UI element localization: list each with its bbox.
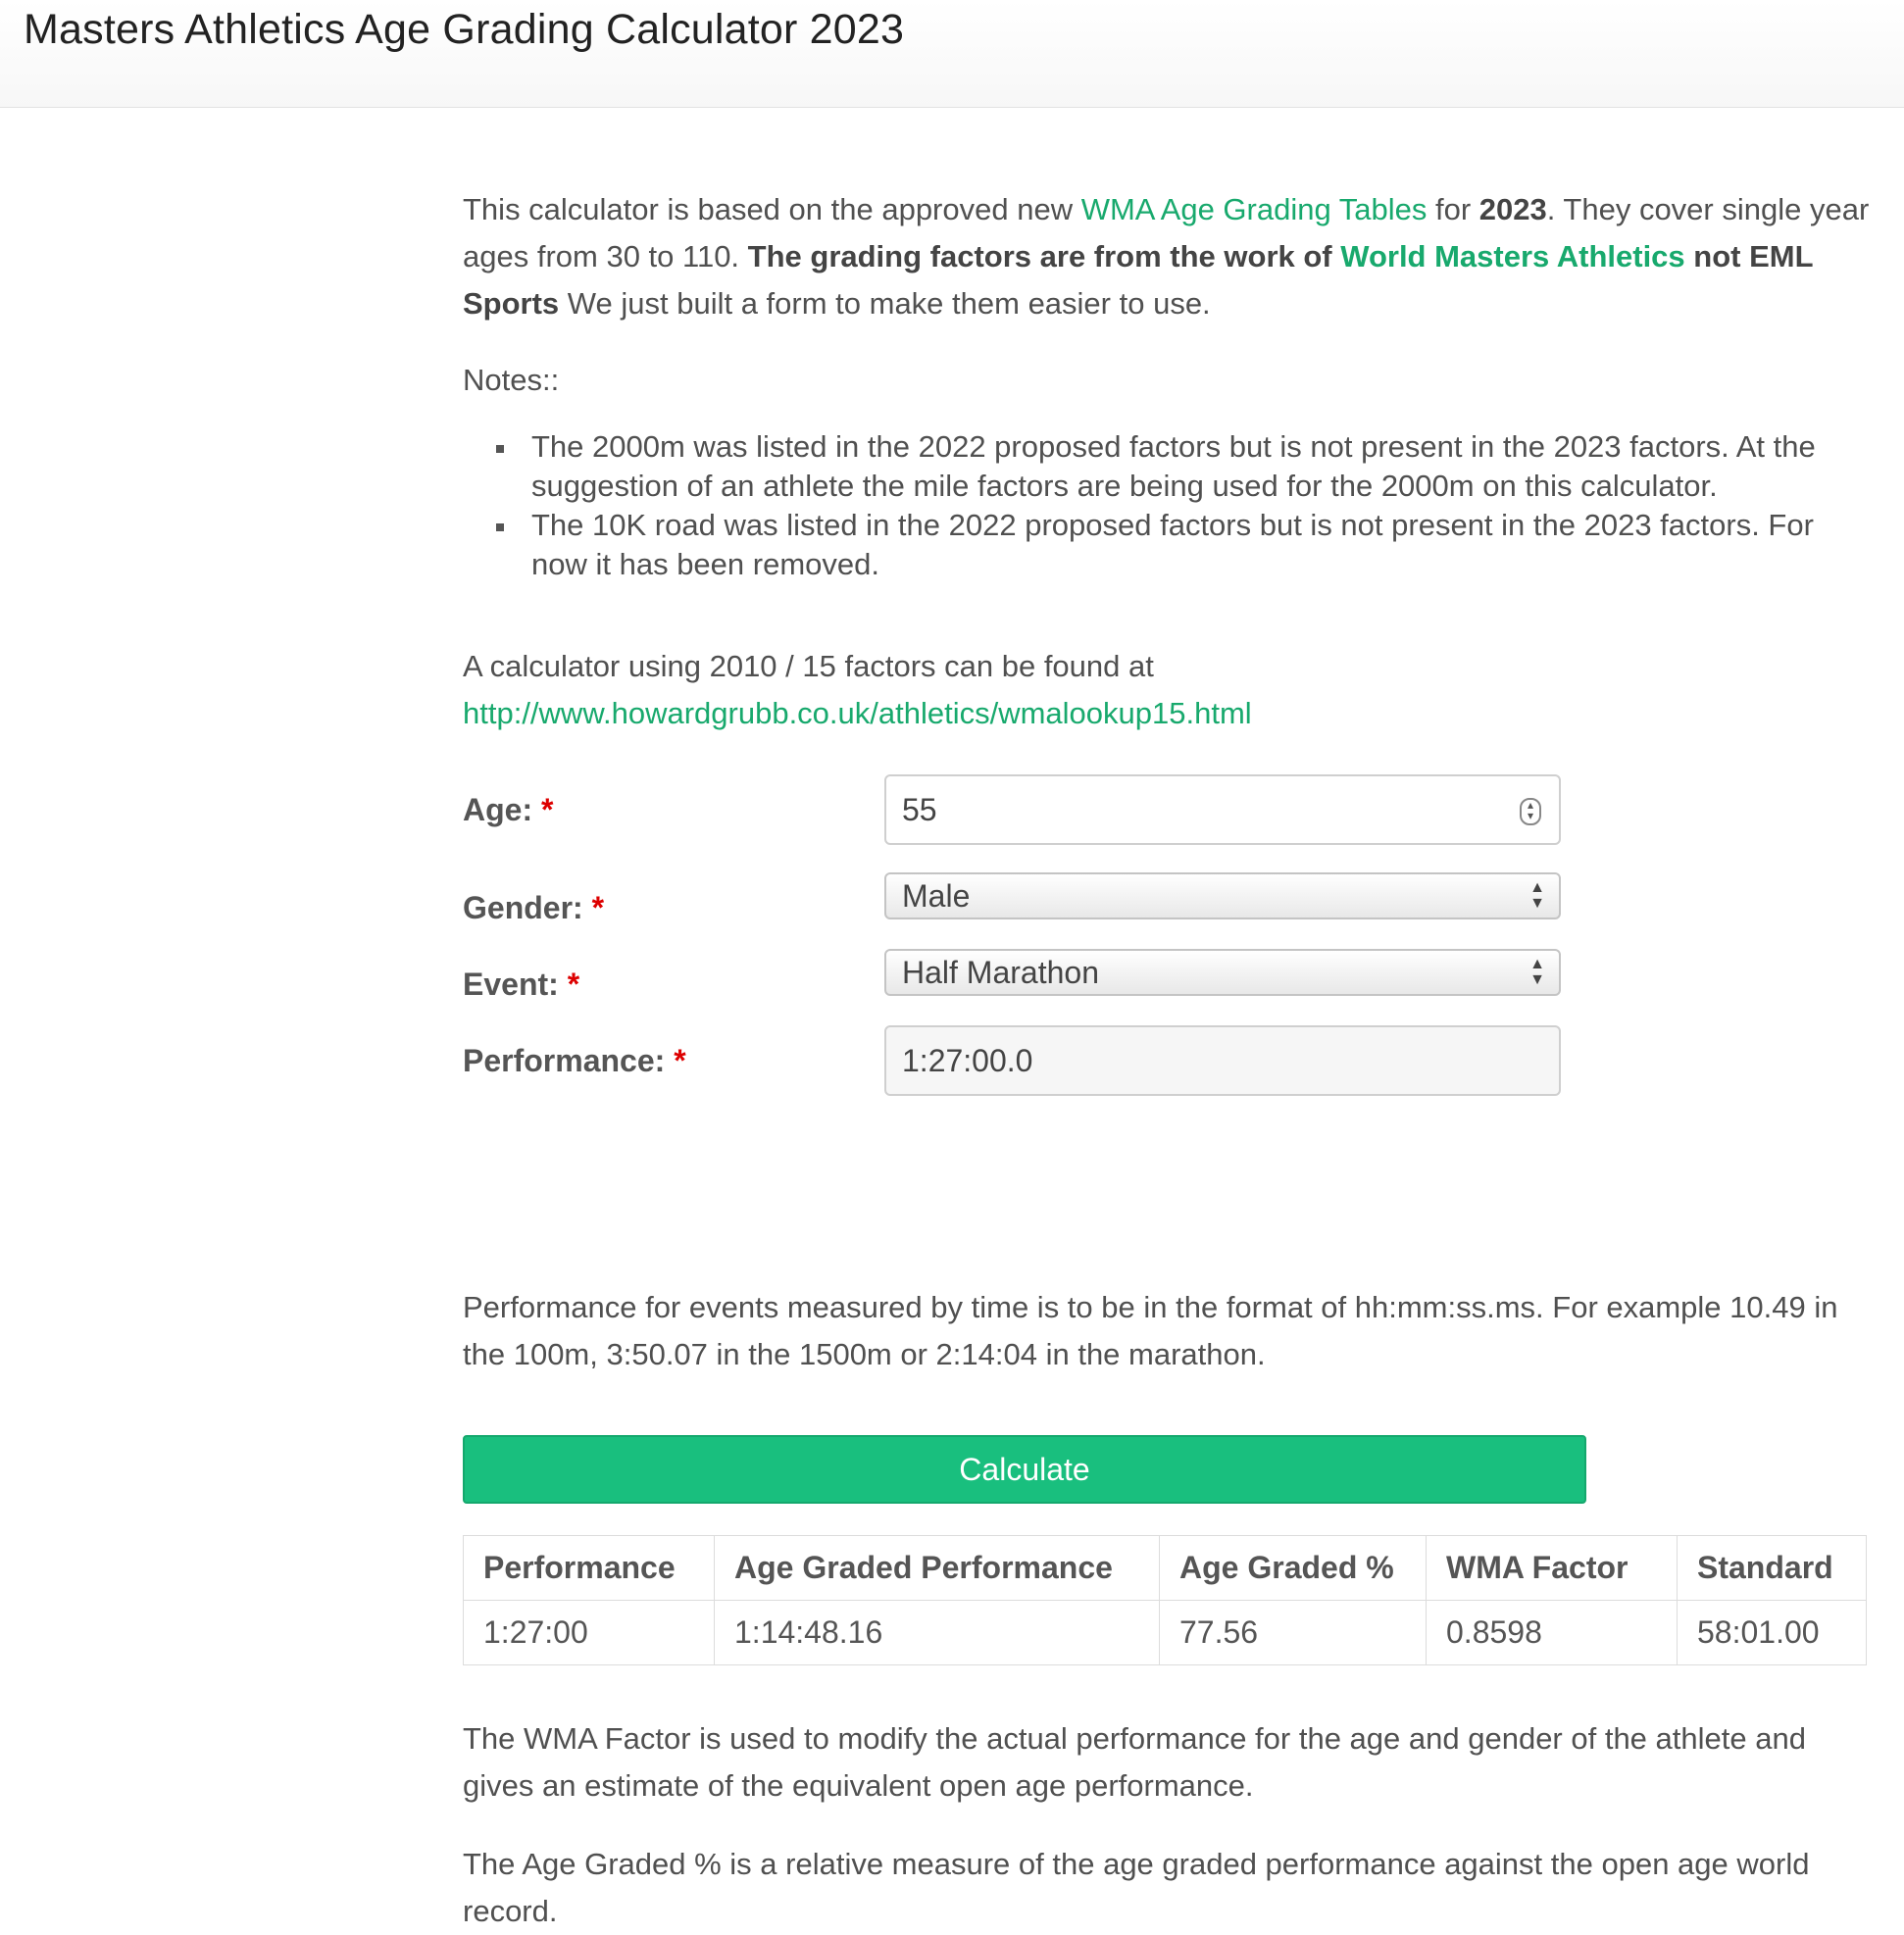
intro-text-3: . They cover single year ages from 30 to 110. (463, 192, 1870, 273)
required-marker: * (567, 967, 580, 1002)
age-value: 55 (902, 791, 937, 827)
age-row (463, 774, 1561, 845)
cell-age-graded-performance: 1:14:48.16 (715, 1601, 1160, 1665)
performance-help-text: Performance for events measured by time is to be in the format of hh:mm:ss.ms. For example 10.49 in the 100m, 3:50.07 in the 1500m or 2:14:04 in the marathon. (463, 1290, 1838, 1371)
gender-label (463, 890, 604, 926)
header-performance: Performance (464, 1536, 715, 1601)
event-row (463, 949, 1561, 1008)
table-header-row (464, 1536, 1867, 1601)
gender-row (463, 872, 1561, 931)
wma-tables-link[interactable]: WMA Age Grading Tables (1080, 192, 1428, 226)
select-arrows-icon: ▲ ▼ (1529, 956, 1545, 988)
old-calculator-link[interactable]: http://www.howardgrubb.co.uk/athletics/wmalookup15.html (463, 696, 1252, 730)
intro-paragraph (463, 186, 1875, 327)
header-standard: Standard (1678, 1536, 1867, 1601)
notes-list (463, 427, 1875, 584)
page-title: Masters Athletics Age Grading Calculator 2023 (24, 6, 905, 53)
intro-text-2: for (1427, 192, 1479, 226)
performance-row (463, 1025, 1561, 1096)
performance-value: 1:27:00.0 (902, 1042, 1033, 1078)
page-header (0, 0, 1904, 108)
world-masters-link[interactable]: World Masters Athletics (1340, 239, 1685, 273)
main-content (463, 186, 1875, 1928)
table-row (464, 1601, 1867, 1665)
age-label-text: Age: (463, 792, 533, 827)
gender-select[interactable] (884, 872, 1561, 919)
calculate-button[interactable]: Calculate (463, 1435, 1586, 1504)
cell-performance: 1:27:00 (464, 1601, 715, 1665)
old-calculator-paragraph (463, 643, 1875, 737)
note-item: The 10K road was listed in the 2022 proposed factors but is not present in the 2023 factors. For now it has been removed. (496, 506, 1875, 584)
event-value: Half Marathon (902, 954, 1099, 990)
age-input[interactable] (884, 774, 1561, 845)
cell-wma-factor: 0.8598 (1427, 1601, 1678, 1665)
performance-label (463, 1043, 686, 1079)
cell-age-graded-percent: 77.56 (1160, 1601, 1427, 1665)
event-label-text: Event: (463, 967, 559, 1002)
notes-title: Notes:: (463, 363, 560, 397)
age-label (463, 792, 553, 828)
header-wma-factor: WMA Factor (1427, 1536, 1678, 1601)
required-marker: * (541, 792, 554, 827)
event-label (463, 967, 579, 1003)
required-marker: * (674, 1043, 686, 1078)
old-calculator-text: A calculator using 2010 / 15 factors can be found at (463, 649, 1154, 683)
gender-value: Male (902, 877, 971, 914)
age-graded-explanation: The Age Graded % is a relative measure of the age graded performance against the open age world record. (463, 1847, 1810, 1928)
intro-bold-1: The grading factors are from the work of (747, 239, 1341, 273)
note-item: The 2000m was listed in the 2022 proposed factors but is not present in the 2023 factors. At the suggestion of an athlete the mile factors are being used for the 2000m on this calculator. (496, 427, 1875, 506)
header-age-graded-performance: Age Graded Performance (715, 1536, 1160, 1601)
intro-bold-2: not EML Sports (463, 239, 1813, 321)
results-table (463, 1535, 1867, 1665)
cell-standard: 58:01.00 (1678, 1601, 1867, 1665)
header-age-graded-percent: Age Graded % (1160, 1536, 1427, 1601)
intro-year: 2023 (1478, 192, 1547, 226)
spinner-icon[interactable]: ▴ ▾ (1520, 798, 1541, 825)
required-marker: * (591, 890, 605, 925)
performance-input[interactable] (884, 1025, 1561, 1096)
wma-factor-explanation: The WMA Factor is used to modify the actual performance for the age and gender of the athlete and gives an estimate of the equivalent open age performance. (463, 1721, 1806, 1803)
event-select[interactable] (884, 949, 1561, 996)
intro-text-1: This calculator is based on the approved new (463, 192, 1081, 226)
performance-label-text: Performance: (463, 1043, 666, 1078)
intro-text-4: We just built a form to make them easier to use. (559, 286, 1211, 321)
gender-label-text: Gender: (463, 890, 583, 925)
select-arrows-icon: ▲ ▼ (1529, 879, 1545, 912)
